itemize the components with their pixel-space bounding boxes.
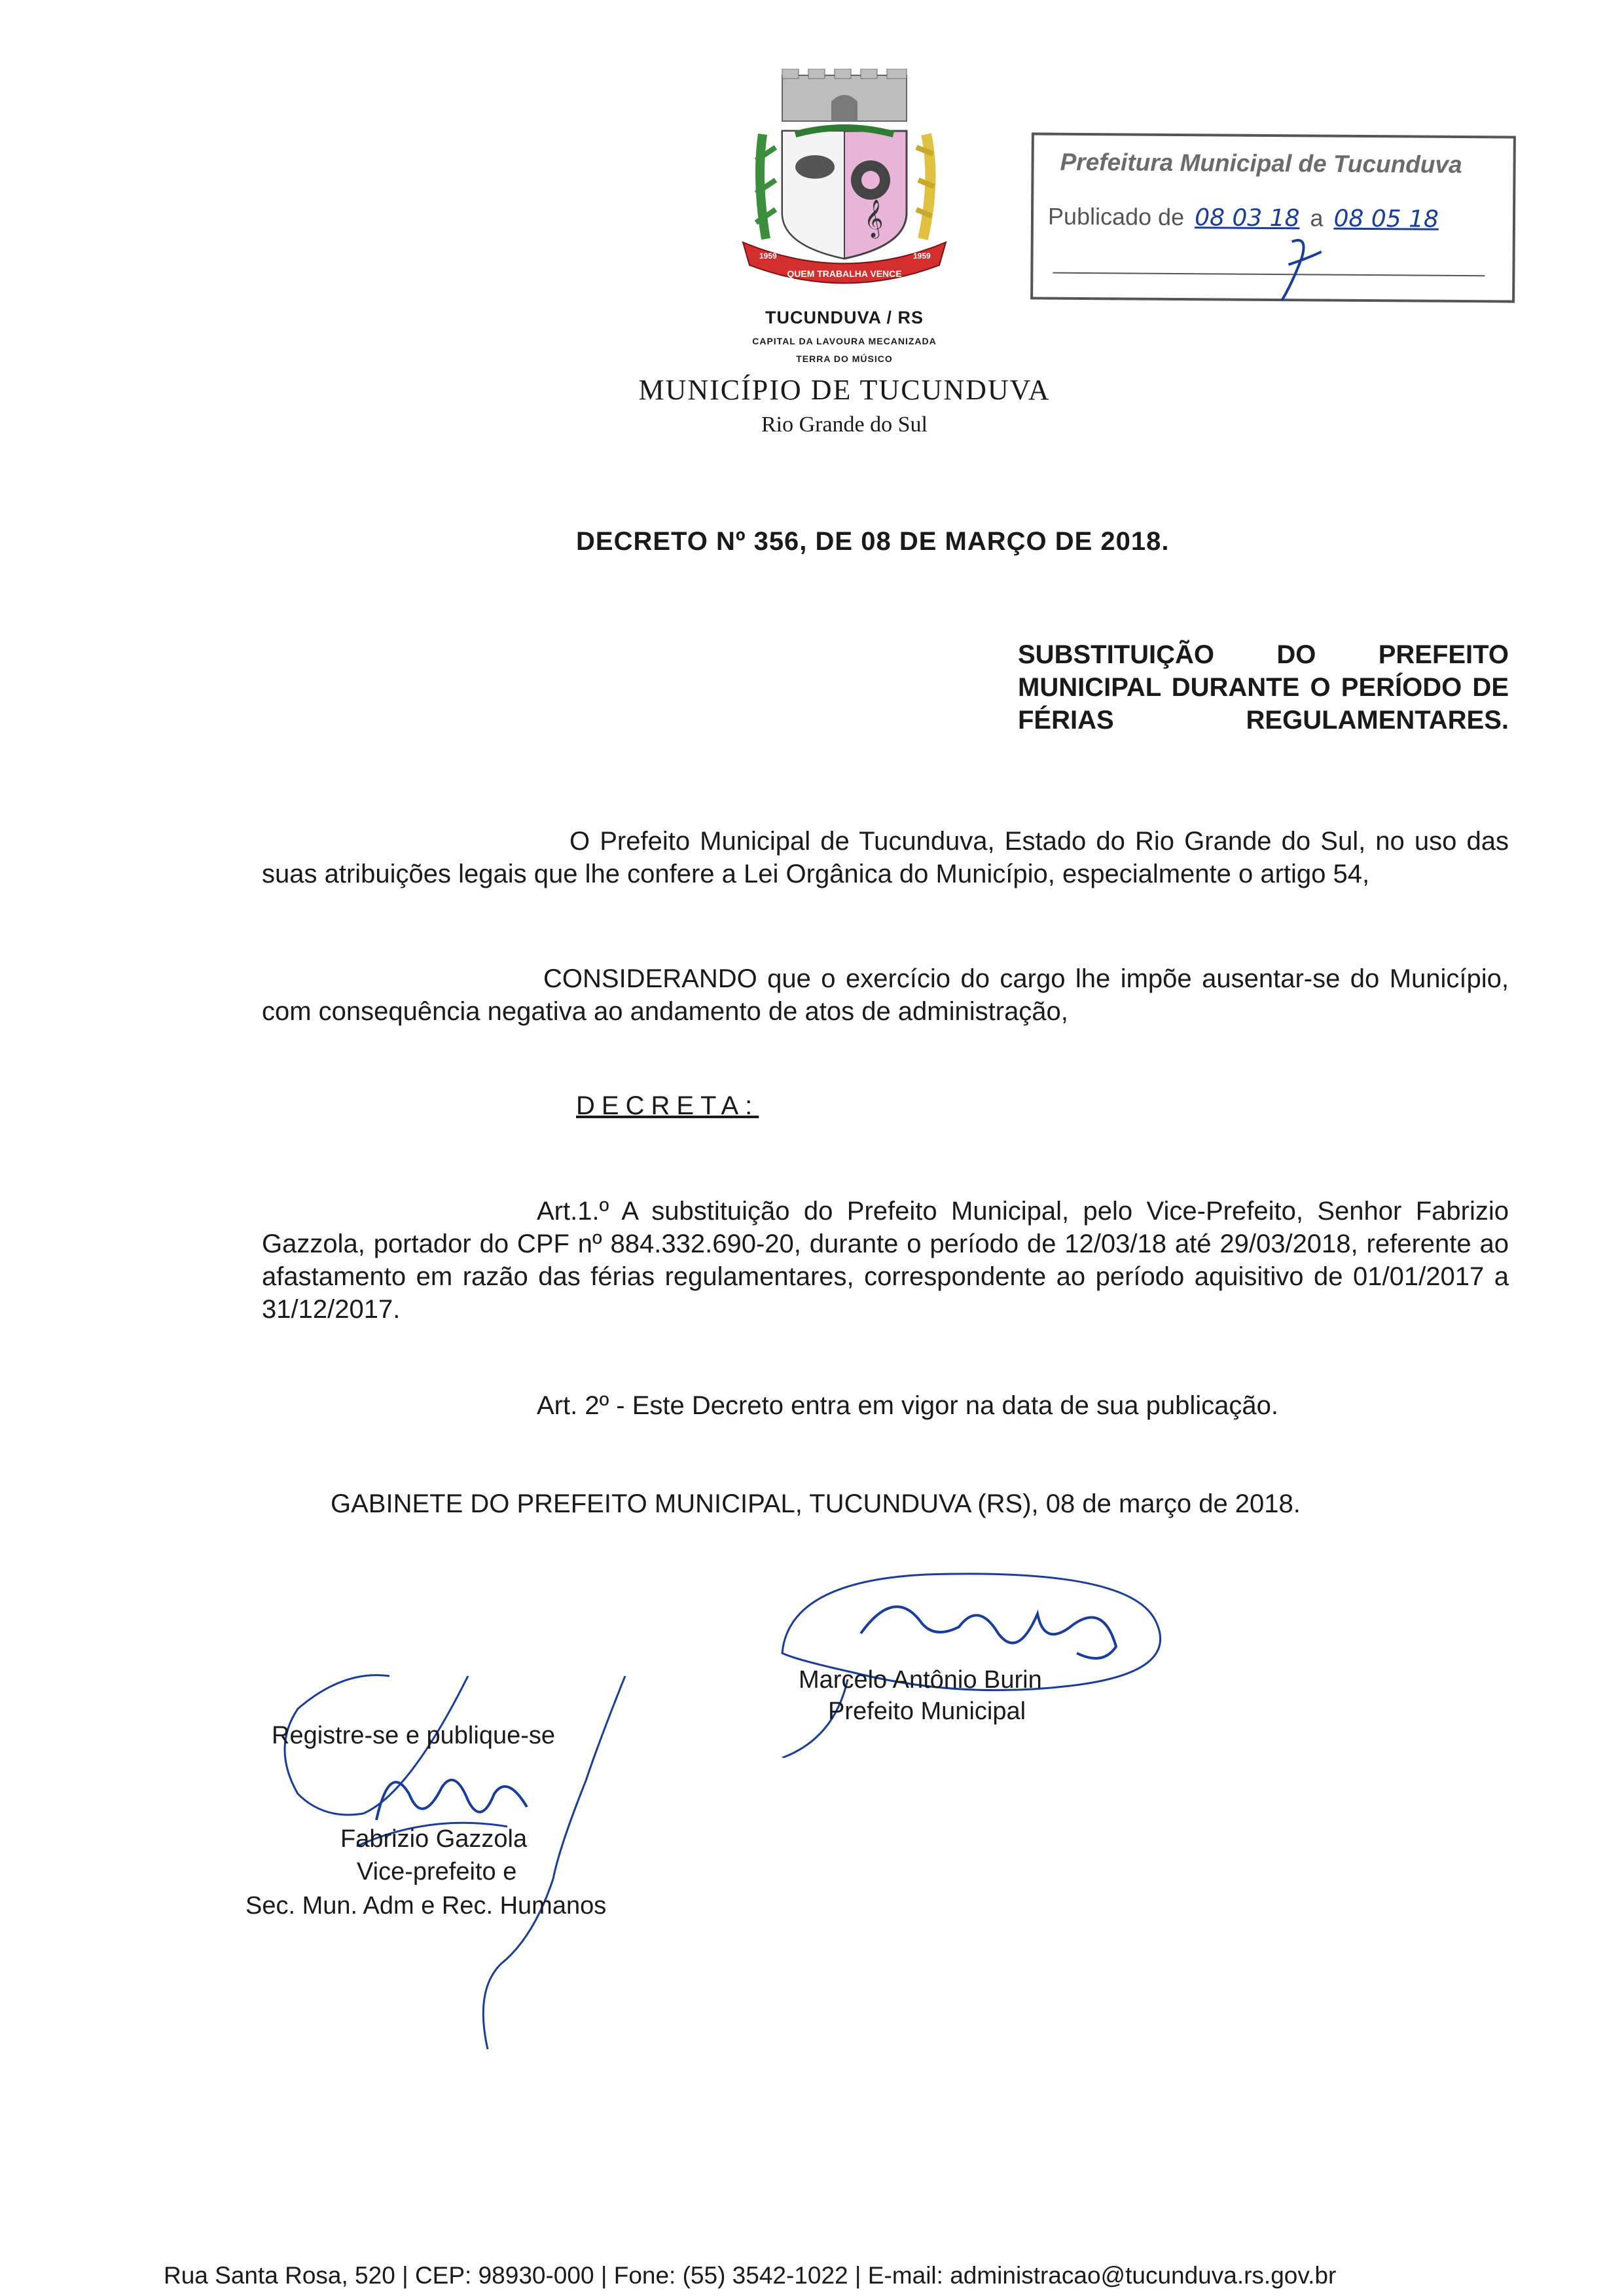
stamp-published-label: Publicado de xyxy=(1047,202,1185,231)
article-1-text: Art.1.º A substituição do Prefeito Municipal, pelo Vice-Prefeito, Senhor Fabrizio Gazzola, portador do CPF nº 884.332.690-20, durante o período de 12/03/18 até 29/03/2018, referente ao afastamento em razão das férias regulamentares, correspondente ao período aquisitivo de 01/01/2017 a 31/12/2017. xyxy=(262,1197,1509,1324)
footer-contact: Rua Santa Rosa, 520 | CEP: 98930-000 | Fone: (55) 3542-1022 | E-mail: administracao@tucunduva.rs.gov.br xyxy=(164,2262,1337,2289)
decree-title: DECRETO Nº 356, DE 08 DE MARÇO DE 2018. xyxy=(576,527,1170,556)
municipality-name: MUNICÍPIO DE TUCUNDUVA xyxy=(638,374,1051,406)
city-motto-1: CAPITAL DA LAVOURA MECANIZADA xyxy=(752,336,937,346)
state-name: Rio Grande do Sul xyxy=(761,412,928,437)
decreta-heading: DECRETA: xyxy=(576,1091,759,1120)
stamp-handwritten-initials xyxy=(1033,135,1519,305)
mayor-signature xyxy=(763,1561,1195,1758)
considerando-text: CONSIDERANDO que o exercício do cargo lhe impõe ausentar-se do Município, com consequência negativa ao andamento de atos de administração, xyxy=(262,964,1509,1026)
gabinete-line: GABINETE DO PREFEITO MUNICIPAL, TUCUNDUVA (RS), 08 de março de 2018. xyxy=(331,1489,1301,1518)
register-publish-line: Registre-se e publique-se xyxy=(272,1722,556,1749)
decree-summary: SUBSTITUIÇÃO DO PREFEITO MUNICIPAL DURANTE O PERÍODO DE FÉRIAS REGULAMENTARES. xyxy=(1018,640,1509,735)
stamp-date-from: 08 03 18 xyxy=(1195,204,1300,232)
mayor-name: Marcelo Antônio Burin xyxy=(799,1666,1042,1694)
vice-mayor-role: Sec. Mun. Adm e Rec. Humanos xyxy=(245,1892,607,1920)
stamp-title: Prefeitura Municipal de Tucunduva xyxy=(1060,148,1462,179)
city-motto-2: TERRA DO MÚSICO xyxy=(796,354,893,364)
stamp-separator: a xyxy=(1310,204,1324,232)
svg-text:𝄞: 𝄞 xyxy=(864,199,884,237)
stamp-date-to: 08 05 18 xyxy=(1333,205,1439,233)
considerando-paragraph xyxy=(262,962,1509,1028)
preamble-paragraph xyxy=(262,825,1509,890)
vice-mayor-title: Vice-prefeito e xyxy=(357,1858,517,1886)
mayor-title: Prefeito Municipal xyxy=(828,1698,1026,1725)
article-2-text: Art. 2º - Este Decreto entra em vigor na data de sua publicação. xyxy=(537,1391,1278,1420)
ribbon-year-right: 1959 xyxy=(913,251,931,261)
preamble-text: O Prefeito Municipal de Tucunduva, Estado do Rio Grande do Sul, no uso das suas atribuições legais que lhe confere a Lei Orgânica do Município, especialmente o artigo 54, xyxy=(262,827,1509,888)
vice-mayor-name: Fabrizio Gazzola xyxy=(340,1825,528,1853)
ribbon-motto: QUEM TRABALHA VENCE xyxy=(787,268,902,279)
ribbon-year-left: 1959 xyxy=(759,251,777,261)
article-1-paragraph xyxy=(262,1195,1509,1326)
publication-stamp xyxy=(1030,132,1516,302)
coat-of-arms-logo xyxy=(736,69,952,301)
city-name: TUCUNDUVA / RS xyxy=(765,308,924,327)
